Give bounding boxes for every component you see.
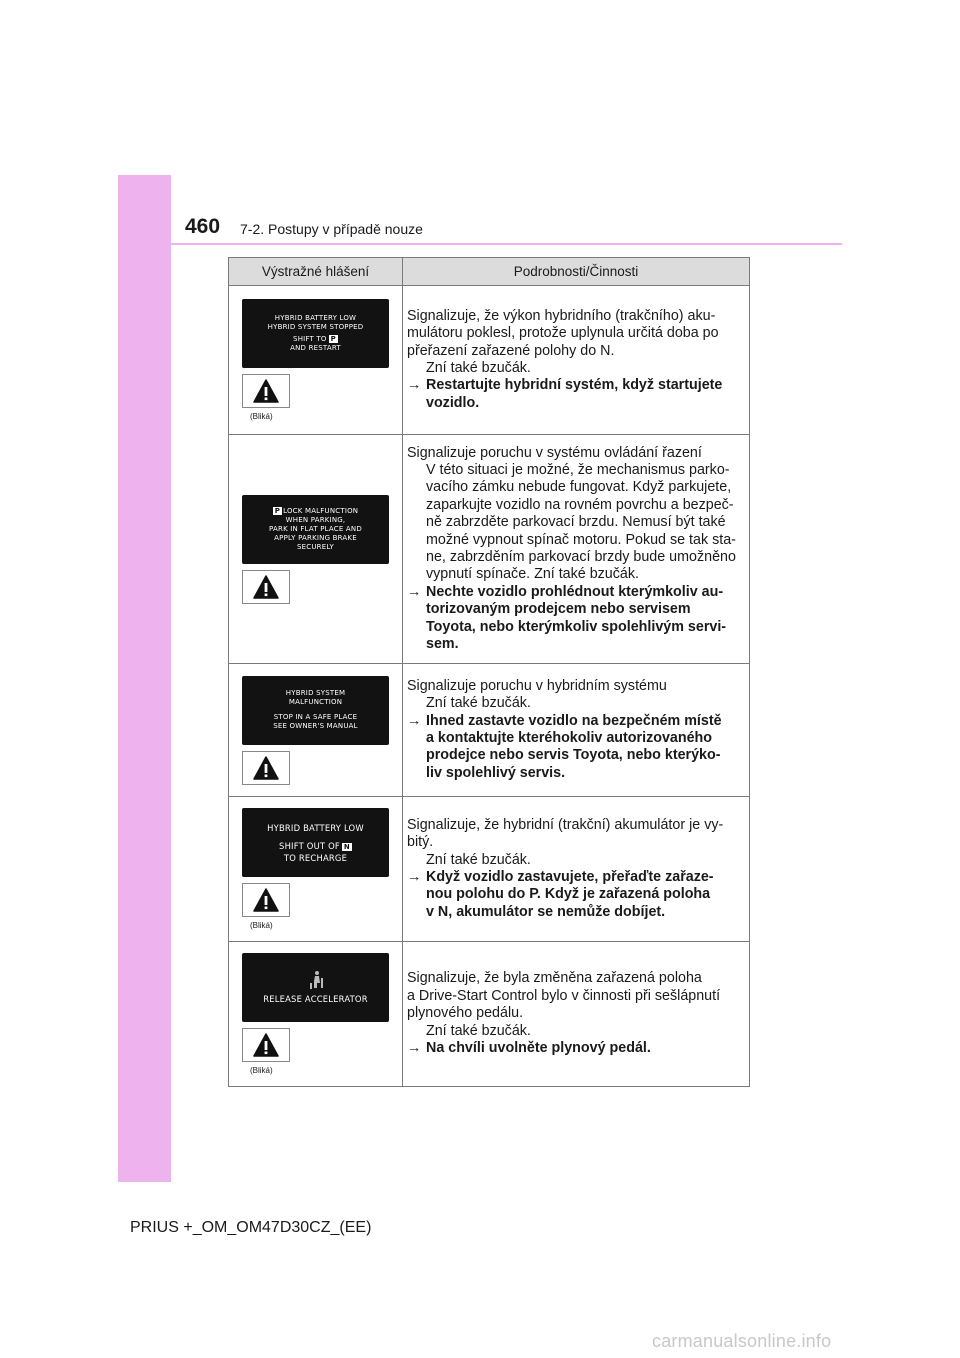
detail-line: bitý. [407, 834, 434, 851]
screen-text: APPLY PARKING BRAKE [274, 533, 357, 542]
column-header-message: Výstražné hlášení [229, 258, 403, 286]
blink-note: (Bliká) [250, 921, 273, 930]
foot-pedal-icon [308, 970, 324, 990]
action-line: Toyota, nebo kterýmkoliv spolehlivým servi- [426, 618, 727, 635]
action-line: torizovaným prodejcem nebo servisem [426, 601, 691, 618]
blink-note: (Bliká) [250, 412, 273, 421]
message-image-cell [229, 797, 403, 942]
action-line: Když vozidlo zastavujete, přeřaďte zařaze- [426, 869, 714, 885]
detail-line: mulátoru poklesl, protože uplynula určitá doba po [407, 325, 719, 342]
shift-position-chip: P [330, 335, 336, 343]
action-line: vozidlo. [426, 394, 480, 411]
detail-line: Signalizuje, že byla změněna zařazená poloha [407, 970, 702, 987]
detail-line: ne, zabrzděním parkovací brzdy bude umožněno [426, 549, 736, 565]
sidebar-band [118, 175, 171, 1182]
display-screen [242, 808, 389, 877]
table-header-row [229, 258, 750, 286]
details-cell [403, 286, 750, 435]
details-cell [403, 797, 750, 942]
details-cell [403, 664, 750, 797]
shift-position-chip: N [343, 842, 350, 851]
detail-line: zaparkujte vozidlo na rovném povrchu a bezpeč- [426, 496, 734, 513]
detail-line: Signalizuje, že hybridní (trakční) akumulátor je vy- [407, 816, 724, 833]
details-cell [403, 435, 750, 664]
screen-text: HYBRID SYSTEM [285, 689, 346, 697]
page-number: 460 [185, 215, 221, 238]
screen-text: STOP IN A SAFE PLACE [273, 713, 358, 721]
detail-line: V této situaci je možné, že mechanismus parko- [426, 461, 730, 478]
screen-text: SHIFT TO [293, 335, 327, 343]
detail-line: vypnutí spínače. Zní také bzučák. [426, 566, 639, 583]
screen-text: HYBRID BATTERY LOW [267, 822, 364, 833]
action-line: prodejce nebo servis Toyota, nebo kterýko- [426, 747, 721, 764]
screen-text: SEE OWNER'S MANUAL [273, 722, 358, 730]
screen-text: WHEN PARKING, [285, 515, 346, 524]
table-row [229, 435, 750, 664]
action-instruction [407, 869, 745, 921]
action-line: Na chvíli uvolněte plynový pedál. [426, 1040, 651, 1057]
screen-text: PARK IN FLAT PLACE AND [269, 524, 362, 533]
action-line: sem. [426, 636, 459, 653]
section-title: 7-2. Postupy v případě nouze [240, 221, 423, 237]
detail-line: vacího zámku nebude fungovat. Když parkujete, [426, 479, 732, 496]
action-line: v N, akumulátor se nemůže dobíjet. [426, 903, 666, 920]
detail-line: Zní také bzučák. [426, 1022, 531, 1039]
message-image-cell [229, 286, 403, 435]
arrow-icon: → [407, 869, 422, 885]
display-screen [242, 299, 389, 368]
warning-triangle-icon [242, 1028, 290, 1062]
message-image-cell [229, 942, 403, 1087]
screen-text: SHIFT OUT OF [279, 840, 340, 851]
display-screen [242, 953, 389, 1022]
screen-text: RELEASE ACCELERATOR [263, 994, 368, 1004]
screen-text: HYBRID SYSTEM STOPPED [267, 323, 364, 331]
header-rule [171, 243, 842, 245]
display-screen [242, 676, 389, 745]
action-line: liv spolehlivý servis. [426, 764, 566, 781]
screen-text: MALFUNCTION [288, 698, 343, 706]
action-line: nou polohu do P. Když je zařazená poloha [426, 886, 711, 903]
detail-line: ně zabrzděte parkovací brzdu. Nemusí být také [426, 514, 726, 531]
arrow-icon: → [407, 583, 422, 600]
screen-text: AND RESTART [290, 344, 341, 352]
screen-text: LOCK MALFUNCTION [283, 506, 359, 515]
warning-triangle-icon [242, 883, 290, 917]
action-instruction [407, 377, 745, 412]
warning-triangle-icon [242, 374, 290, 408]
action-instruction [407, 1040, 745, 1057]
footer-code: PRIUS +_OM_OM47D30CZ_(EE) [130, 1219, 372, 1236]
detail-line: Signalizuje poruchu v systému ovládání řazení [407, 444, 702, 461]
detail-line: Zní také bzučák. [426, 360, 531, 376]
screen-text: TO RECHARGE [283, 852, 348, 863]
display-screen [242, 495, 389, 564]
screen-text: HYBRID BATTERY LOW [274, 314, 357, 322]
detail-line: Zní také bzučák. [426, 695, 531, 712]
details-cell [403, 942, 750, 1087]
action-line: Nechte vozidlo prohlédnout kterýmkoliv au- [426, 583, 724, 600]
warning-message-table [228, 257, 750, 1087]
action-line: Restartujte hybridní systém, když startujete [426, 377, 723, 394]
action-line: Ihned zastavte vozidlo na bezpečném místě [426, 712, 722, 729]
table-row [229, 286, 750, 435]
table-row [229, 797, 750, 942]
table-row [229, 942, 750, 1087]
screen-text: SECURELY [296, 542, 334, 551]
warning-triangle-icon [242, 751, 290, 785]
column-header-details: Podrobnosti/Činnosti [403, 258, 750, 286]
action-line: a kontaktujte kteréhokoliv autorizovaného [426, 730, 713, 746]
detail-line: přeřazení zařazené polohy do N. [407, 342, 615, 359]
arrow-icon: → [407, 377, 422, 394]
detail-line: Signalizuje poruchu v hybridním systému [407, 677, 667, 694]
action-instruction [407, 713, 745, 783]
shift-position-chip: P [274, 506, 281, 515]
arrow-icon: → [407, 712, 422, 729]
detail-line: Signalizuje, že výkon hybridního (trakčního) aku- [407, 307, 716, 324]
warning-triangle-icon [242, 570, 290, 604]
detail-line: možné vypnout spínač motoru. Pokud se tak sta- [426, 531, 736, 548]
watermark: carmanualsonline.info [652, 1331, 832, 1351]
message-image-cell [229, 664, 403, 797]
arrow-icon: → [407, 1040, 422, 1057]
detail-line: plynového pedálu. [407, 1005, 524, 1022]
table-row [229, 664, 750, 797]
blink-note: (Bliká) [250, 1066, 273, 1075]
action-instruction [407, 584, 745, 654]
detail-line: a Drive-Start Control bylo v činnosti při sešlápnutí [407, 987, 721, 1004]
message-image-cell [229, 435, 403, 664]
detail-line: Zní také bzučák. [426, 851, 531, 868]
